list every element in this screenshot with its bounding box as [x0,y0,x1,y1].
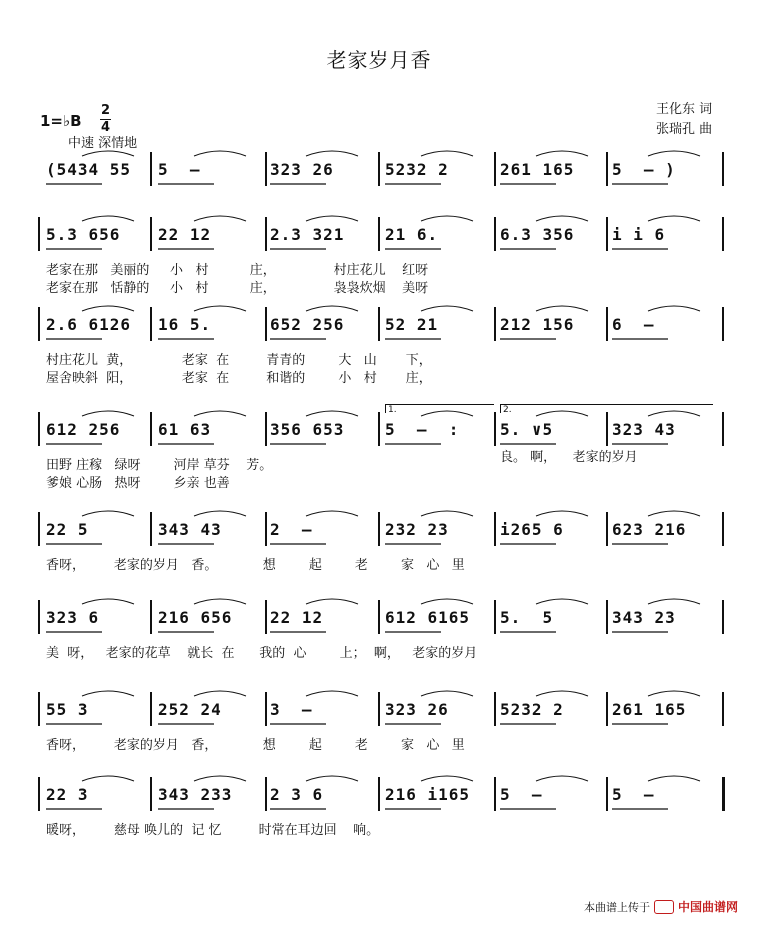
measure-notes: 22 12 [158,225,212,244]
lyrics-verse-1: 暖呀， 慈母 唤儿的 记 忆 时常在耳边回 响。 [46,823,380,838]
barline [265,152,267,186]
footer-text: 本曲谱上传于 [583,900,650,914]
barline [150,152,152,186]
measure-notes: 6.3 356 [500,225,575,244]
measure-notes: 261 165 [612,700,687,719]
measure-notes: 5232 2 [385,160,449,179]
barline [494,600,496,634]
barline [722,692,724,726]
measure-notes: 623 216 [612,520,687,539]
measure-notes: 212 156 [500,315,575,334]
barline [378,217,380,251]
measure-notes: 323 43 [612,420,676,439]
barline [150,307,152,341]
credits [656,100,712,140]
measure-notes: 343 233 [158,785,233,804]
slur-mark [306,151,358,156]
barline [265,307,267,341]
measure-notes: 216 656 [158,608,233,627]
barline [494,512,496,546]
lyrics-verse-2: 老家在那 恬静的 小 村 庄， 袅袅炊烟 美呀 [46,281,429,296]
measure-notes: 2 3 6 [270,785,324,804]
measure-notes: 5. ∨5 [500,420,554,439]
score-row [0,405,758,512]
score-row [0,785,758,877]
barline [606,777,608,811]
lyrics-verse-1: 村庄花儿 黄， 老家 在 青青的 大 山 下， [46,353,432,368]
lyrics-verse-1: 香呀， 老家的岁月 香， 想 起 老 家 心 里 [46,738,465,753]
barline [722,217,724,251]
barline [265,692,267,726]
measure-notes: 323 6 [46,608,100,627]
footer-brand: 中国曲谱网 [677,900,738,914]
slur-mark [421,151,473,156]
barline [606,600,608,634]
barline [606,217,608,251]
barline [150,600,152,634]
slur-mark [536,151,588,156]
measure-notes: 323 26 [385,700,449,719]
second-ending-bracket: 2. [500,404,713,413]
barline [150,777,152,811]
barline [722,512,724,546]
lyrics-verse-2: 爹娘 心肠 热呀 乡亲 也善 [46,476,230,491]
barline [606,152,608,186]
barline [265,412,267,446]
barline [38,412,40,446]
measure-notes: 55 3 [46,700,89,719]
lyrics-second-ending: 良。 啊， 老家的岁月 [500,450,638,465]
lyrics-verse-2: 屋舍映斜 阳， 老家 在 和谐的 小 村 庄， [46,371,432,386]
measure-notes: 261 165 [500,160,575,179]
barline [494,692,496,726]
score-row [0,315,758,407]
slur-mark [194,411,246,416]
barline [722,600,724,634]
barline [494,412,496,446]
barline [378,412,380,446]
barline [722,307,724,341]
measure-notes: 612 256 [46,420,121,439]
measure-notes: 5232 2 [500,700,564,719]
barline [606,692,608,726]
barline [378,512,380,546]
measure-notes: i265 6 [500,520,564,539]
measure-notes: 343 43 [158,520,222,539]
slur-mark [82,411,134,416]
barline [722,412,724,446]
site-logo-icon [654,900,674,914]
measure-notes: 5 – : [385,420,460,439]
measure-notes: 343 23 [612,608,676,627]
barline [606,512,608,546]
lyrics-verse-1: 美 呀， 老家的花草 就长 在 我的 心 上； 啊， 老家的岁月 [46,646,478,661]
barline [265,600,267,634]
measure-notes: 323 26 [270,160,334,179]
barline [38,217,40,251]
measure-notes: 2.6 6126 [46,315,132,334]
measure-notes: 21 6. [385,225,439,244]
measure-notes: 61 63 [158,420,212,439]
measure-notes: 5 – ) [612,160,676,179]
barline [494,777,496,811]
measure-notes: 52 21 [385,315,439,334]
tempo-marking: 中速 深情地 [68,136,138,151]
lyrics-verse-1: 香呀， 老家的岁月 香。 想 起 老 家 心 里 [46,558,465,573]
score-row [0,520,758,612]
barline [494,307,496,341]
slur-mark [306,411,358,416]
barline [38,512,40,546]
barline [150,217,152,251]
barline [378,152,380,186]
barline [378,692,380,726]
measure-notes: i i 6 [612,225,666,244]
measure-notes: 2.3 321 [270,225,345,244]
barline [265,217,267,251]
barline [265,512,267,546]
time-signature [100,104,111,135]
barline [378,600,380,634]
measure-notes: 16 5. [158,315,212,334]
lyrics-verse-1: 老家在那 美丽的 小 村 庄， 村庄花儿 红呀 [46,263,429,278]
barline [606,412,608,446]
slur-mark [194,151,246,156]
footer [584,898,738,915]
measure-notes: 252 24 [158,700,222,719]
barline [494,152,496,186]
song-title: 老家岁月香 [326,48,432,72]
lyricist: 王化东 词 [656,102,713,117]
barline [38,307,40,341]
barline [38,692,40,726]
measure-notes: 22 12 [270,608,324,627]
slur-mark [648,151,700,156]
measure-notes: 3 – [270,700,313,719]
barline [378,777,380,811]
measure-notes: (5434 55 [46,160,132,179]
slur-mark [82,151,134,156]
measure-notes: 5. 5 [500,608,554,627]
barline [722,777,725,811]
score-row [0,608,758,700]
time-sig-bottom: 4 [100,120,111,135]
score-row [0,225,758,317]
measure-notes: 5.3 656 [46,225,121,244]
measure-notes: 612 6165 [385,608,471,627]
key-signature: 1=♭B [40,112,82,130]
barline [150,512,152,546]
measure-notes: 22 5 [46,520,89,539]
barline [265,777,267,811]
measure-notes: 356 653 [270,420,345,439]
measure-notes: 652 256 [270,315,345,334]
measure-notes: 232 23 [385,520,449,539]
barline [38,777,40,811]
barline [150,692,152,726]
measure-notes: 22 3 [46,785,89,804]
barline [722,152,724,186]
first-ending-bracket: 1. [385,404,494,413]
measure-notes: 5 – [500,785,543,804]
barline [38,600,40,634]
time-sig-top: 2 [100,103,111,118]
measure-notes: 2 – [270,520,313,539]
measure-notes: 5 – [158,160,201,179]
lyrics-verse-1: 田野 庄稼 绿呀 河岸 草芬 芳。 [46,458,273,473]
measure-notes: 216 i165 [385,785,471,804]
barline [150,412,152,446]
barline [494,217,496,251]
measure-notes: 6 – [612,315,655,334]
barline [378,307,380,341]
barline [606,307,608,341]
composer: 张瑞孔 曲 [656,122,713,137]
measure-notes: 5 – [612,785,655,804]
